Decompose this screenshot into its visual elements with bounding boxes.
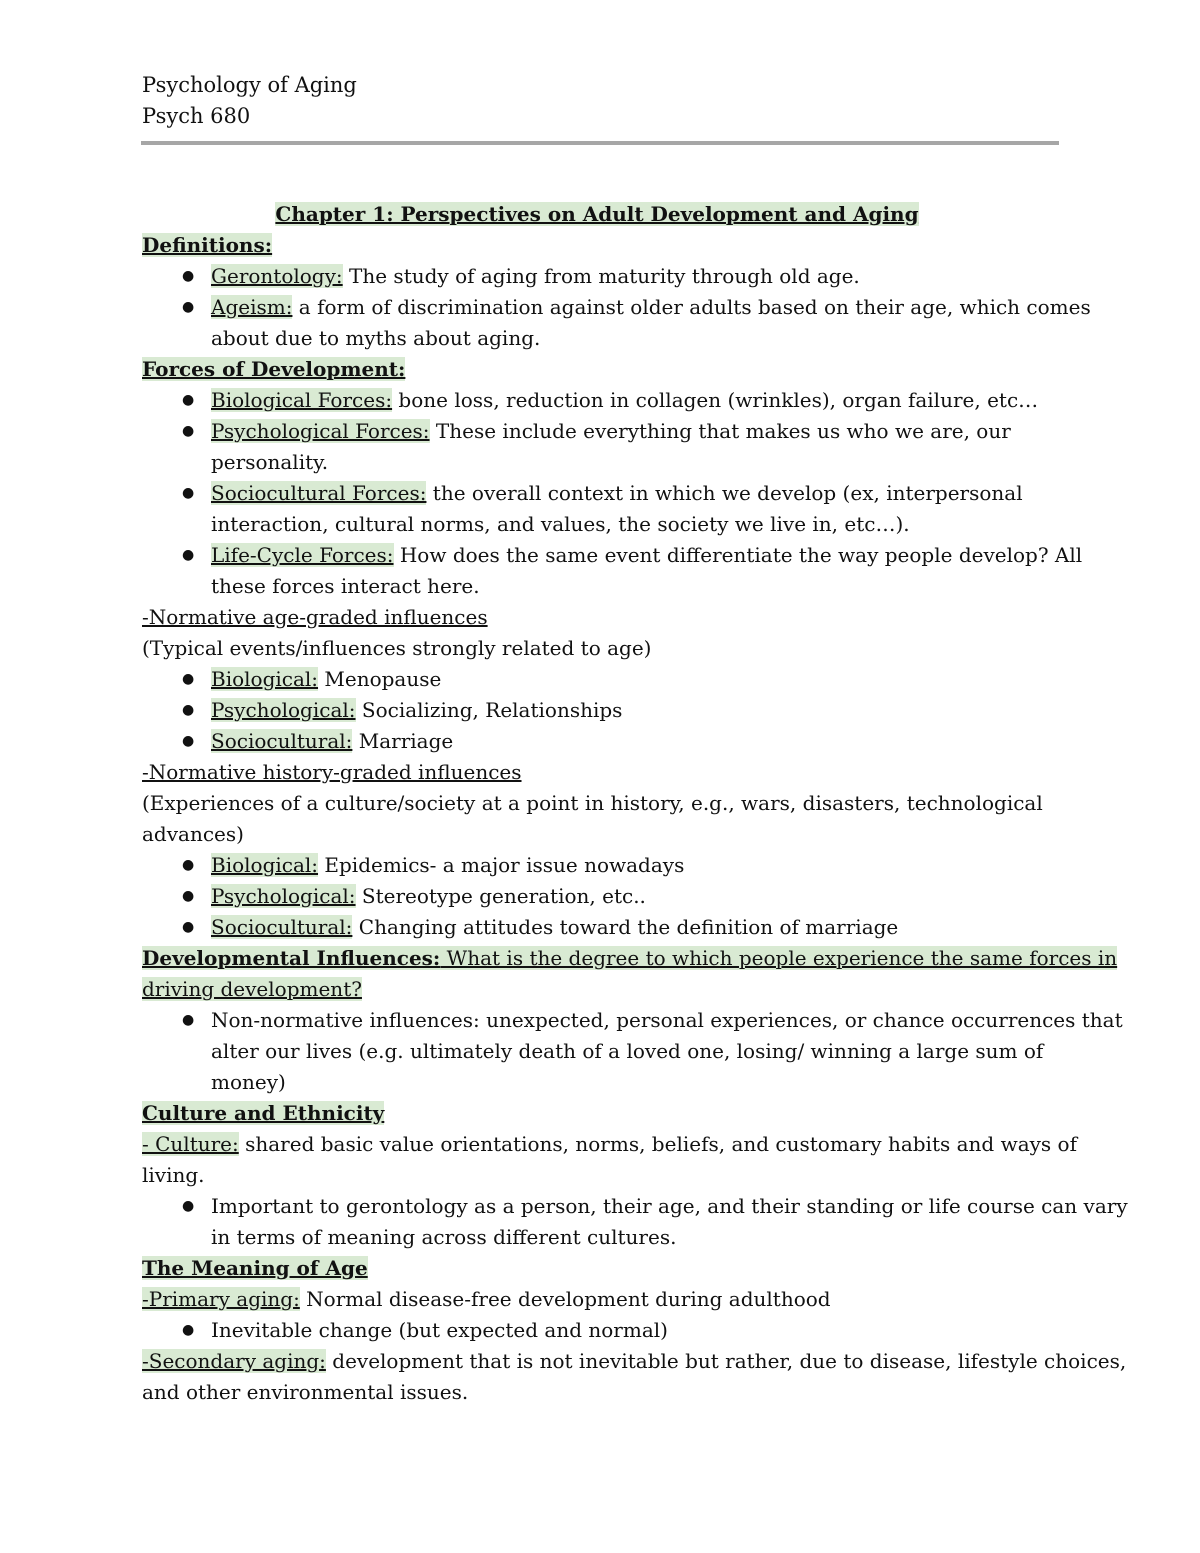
bullet-icon: ● bbox=[182, 733, 195, 749]
bullet-icon: ● bbox=[182, 919, 195, 935]
secondary-aging-continued: and other environmental issues. bbox=[142, 1380, 469, 1404]
term-label: Ageism: bbox=[211, 295, 293, 319]
bullet-icon: ● bbox=[182, 392, 195, 408]
bullet-icon: ● bbox=[182, 888, 195, 904]
term-text-continued: about due to myths about aging. bbox=[211, 326, 541, 350]
primary-aging-line bbox=[142, 1284, 1052, 1315]
definitions-list bbox=[142, 261, 1091, 354]
term-label: Life-Cycle Forces: bbox=[211, 543, 394, 567]
bullet-icon: ● bbox=[182, 547, 195, 563]
culture-heading-line bbox=[142, 1098, 1052, 1129]
term-label: - Culture: bbox=[142, 1132, 239, 1156]
age-graded-list bbox=[142, 664, 1052, 757]
bullet-icon: ● bbox=[182, 702, 195, 718]
history-graded-description: (Experiences of a culture/society at a point in history, e.g., wars, disasters, technological bbox=[142, 791, 1043, 815]
term-text: Marriage bbox=[352, 729, 454, 753]
list-item bbox=[142, 664, 1052, 695]
culture-definition-line bbox=[142, 1129, 1077, 1160]
bullet-icon: ● bbox=[182, 1012, 195, 1028]
developmental-question: What is the degree to which people experience the same forces in bbox=[440, 946, 1118, 970]
developmental-list bbox=[142, 1005, 1123, 1098]
item-text: Non-normative influences: unexpected, personal experiences, or chance occurrences that bbox=[211, 1008, 1123, 1032]
list-item bbox=[142, 292, 1091, 354]
age-graded-description: (Typical events/influences strongly related to age) bbox=[142, 636, 652, 660]
course-title: Psychology of Aging bbox=[142, 73, 357, 97]
term-text-continued: personality. bbox=[211, 450, 329, 474]
meaning-heading: The Meaning of Age bbox=[142, 1256, 368, 1280]
term-text: Normal disease-free development during adulthood bbox=[299, 1287, 831, 1311]
list-item bbox=[142, 695, 1052, 726]
definitions-heading-line bbox=[142, 230, 1052, 261]
history-graded-description-continued: advances) bbox=[142, 822, 244, 846]
list-item bbox=[142, 1005, 1123, 1098]
list-item bbox=[142, 385, 1052, 416]
term-label: -Secondary aging: bbox=[142, 1349, 326, 1373]
list-item bbox=[142, 416, 1052, 478]
primary-aging-list bbox=[142, 1315, 1052, 1346]
term-label: Biological: bbox=[211, 667, 319, 691]
definitions-heading: Definitions: bbox=[142, 233, 273, 257]
term-text: The study of aging from maturity through old age. bbox=[342, 264, 860, 288]
document-body bbox=[142, 199, 1128, 1408]
forces-heading-line bbox=[142, 354, 1052, 385]
term-label: Psychological: bbox=[211, 698, 356, 722]
culture-list bbox=[142, 1191, 1128, 1253]
term-label: Sociocultural Forces: bbox=[211, 481, 427, 505]
meaning-heading-line bbox=[142, 1253, 1052, 1284]
list-item bbox=[142, 850, 1052, 881]
list-item bbox=[142, 261, 1052, 292]
bullet-icon: ● bbox=[182, 1322, 195, 1338]
forces-heading: Forces of Development: bbox=[142, 357, 406, 381]
term-text: Menopause bbox=[318, 667, 442, 691]
term-label: Biological Forces: bbox=[211, 388, 393, 412]
bullet-icon: ● bbox=[182, 423, 195, 439]
secondary-aging-line bbox=[142, 1346, 1127, 1377]
term-text: Changing attitudes toward the definition of marriage bbox=[352, 915, 899, 939]
term-text-continued: these forces interact here. bbox=[211, 574, 480, 598]
developmental-heading: Developmental Influences: bbox=[142, 946, 441, 970]
bullet-icon: ● bbox=[182, 299, 195, 315]
age-graded-heading: -Normative age-graded influences bbox=[142, 605, 488, 629]
culture-heading: Culture and Ethnicity bbox=[142, 1101, 385, 1125]
item-text: Important to gerontology as a person, their age, and their standing or life course can vary bbox=[211, 1194, 1128, 1218]
list-item bbox=[142, 540, 1083, 602]
bullet-icon: ● bbox=[182, 857, 195, 873]
developmental-question-continued: driving development? bbox=[142, 977, 362, 1001]
document-header bbox=[142, 70, 357, 132]
item-text-continued: in terms of meaning across different cultures. bbox=[211, 1225, 677, 1249]
term-text: Socializing, Relationships bbox=[355, 698, 623, 722]
list-item bbox=[142, 912, 1052, 943]
term-text: shared basic value orientations, norms, beliefs, and customary habits and ways of bbox=[238, 1132, 1077, 1156]
term-text: bone loss, reduction in collagen (wrinkles), organ failure, etc… bbox=[392, 388, 1039, 412]
term-text-continued: interaction, cultural norms, and values, the society we live in, etc…). bbox=[211, 512, 910, 536]
chapter-title-line bbox=[142, 199, 1052, 230]
list-item bbox=[142, 881, 1052, 912]
term-text: the overall context in which we develop (ex, interpersonal bbox=[426, 481, 1023, 505]
term-label: -Primary aging: bbox=[142, 1287, 300, 1311]
term-text: Epidemics- a major issue nowadays bbox=[318, 853, 685, 877]
bullet-icon: ● bbox=[182, 268, 195, 284]
list-item bbox=[142, 726, 1052, 757]
term-label: Sociocultural: bbox=[211, 915, 353, 939]
list-item bbox=[142, 1191, 1128, 1253]
term-label: Biological: bbox=[211, 853, 319, 877]
bullet-icon: ● bbox=[182, 1198, 195, 1214]
term-text: These include everything that makes us who we are, our bbox=[429, 419, 1011, 443]
bullet-icon: ● bbox=[182, 671, 195, 687]
term-label: Gerontology: bbox=[211, 264, 343, 288]
developmental-question-continued-line bbox=[142, 974, 1052, 1005]
history-graded-list bbox=[142, 850, 1052, 943]
history-graded-heading: -Normative history-graded influences bbox=[142, 760, 522, 784]
term-text: a form of discrimination against older adults based on their age, which comes bbox=[292, 295, 1091, 319]
item-text: Inevitable change (but expected and normal) bbox=[211, 1318, 668, 1342]
header-divider bbox=[141, 141, 1059, 145]
forces-list bbox=[142, 385, 1083, 602]
chapter-title: Chapter 1: Perspectives on Adult Development and Aging bbox=[275, 202, 919, 226]
list-item bbox=[142, 1315, 1052, 1346]
term-text: Stereotype generation, etc.. bbox=[355, 884, 646, 908]
developmental-heading-line bbox=[142, 943, 1118, 974]
bullet-icon: ● bbox=[182, 485, 195, 501]
term-label: Psychological Forces: bbox=[211, 419, 430, 443]
course-code: Psych 680 bbox=[142, 104, 251, 128]
item-text-continued: alter our lives (e.g. ultimately death of a loved one, losing/ winning a large sum of bbox=[211, 1039, 1044, 1063]
term-text: How does the same event differentiate the way people develop? All bbox=[393, 543, 1083, 567]
item-text-continued: money) bbox=[211, 1070, 286, 1094]
term-label: Psychological: bbox=[211, 884, 356, 908]
term-text: development that is not inevitable but rather, due to disease, lifestyle choices, bbox=[325, 1349, 1127, 1373]
list-item bbox=[142, 478, 1052, 540]
culture-definition-continued: living. bbox=[142, 1163, 205, 1187]
term-label: Sociocultural: bbox=[211, 729, 353, 753]
